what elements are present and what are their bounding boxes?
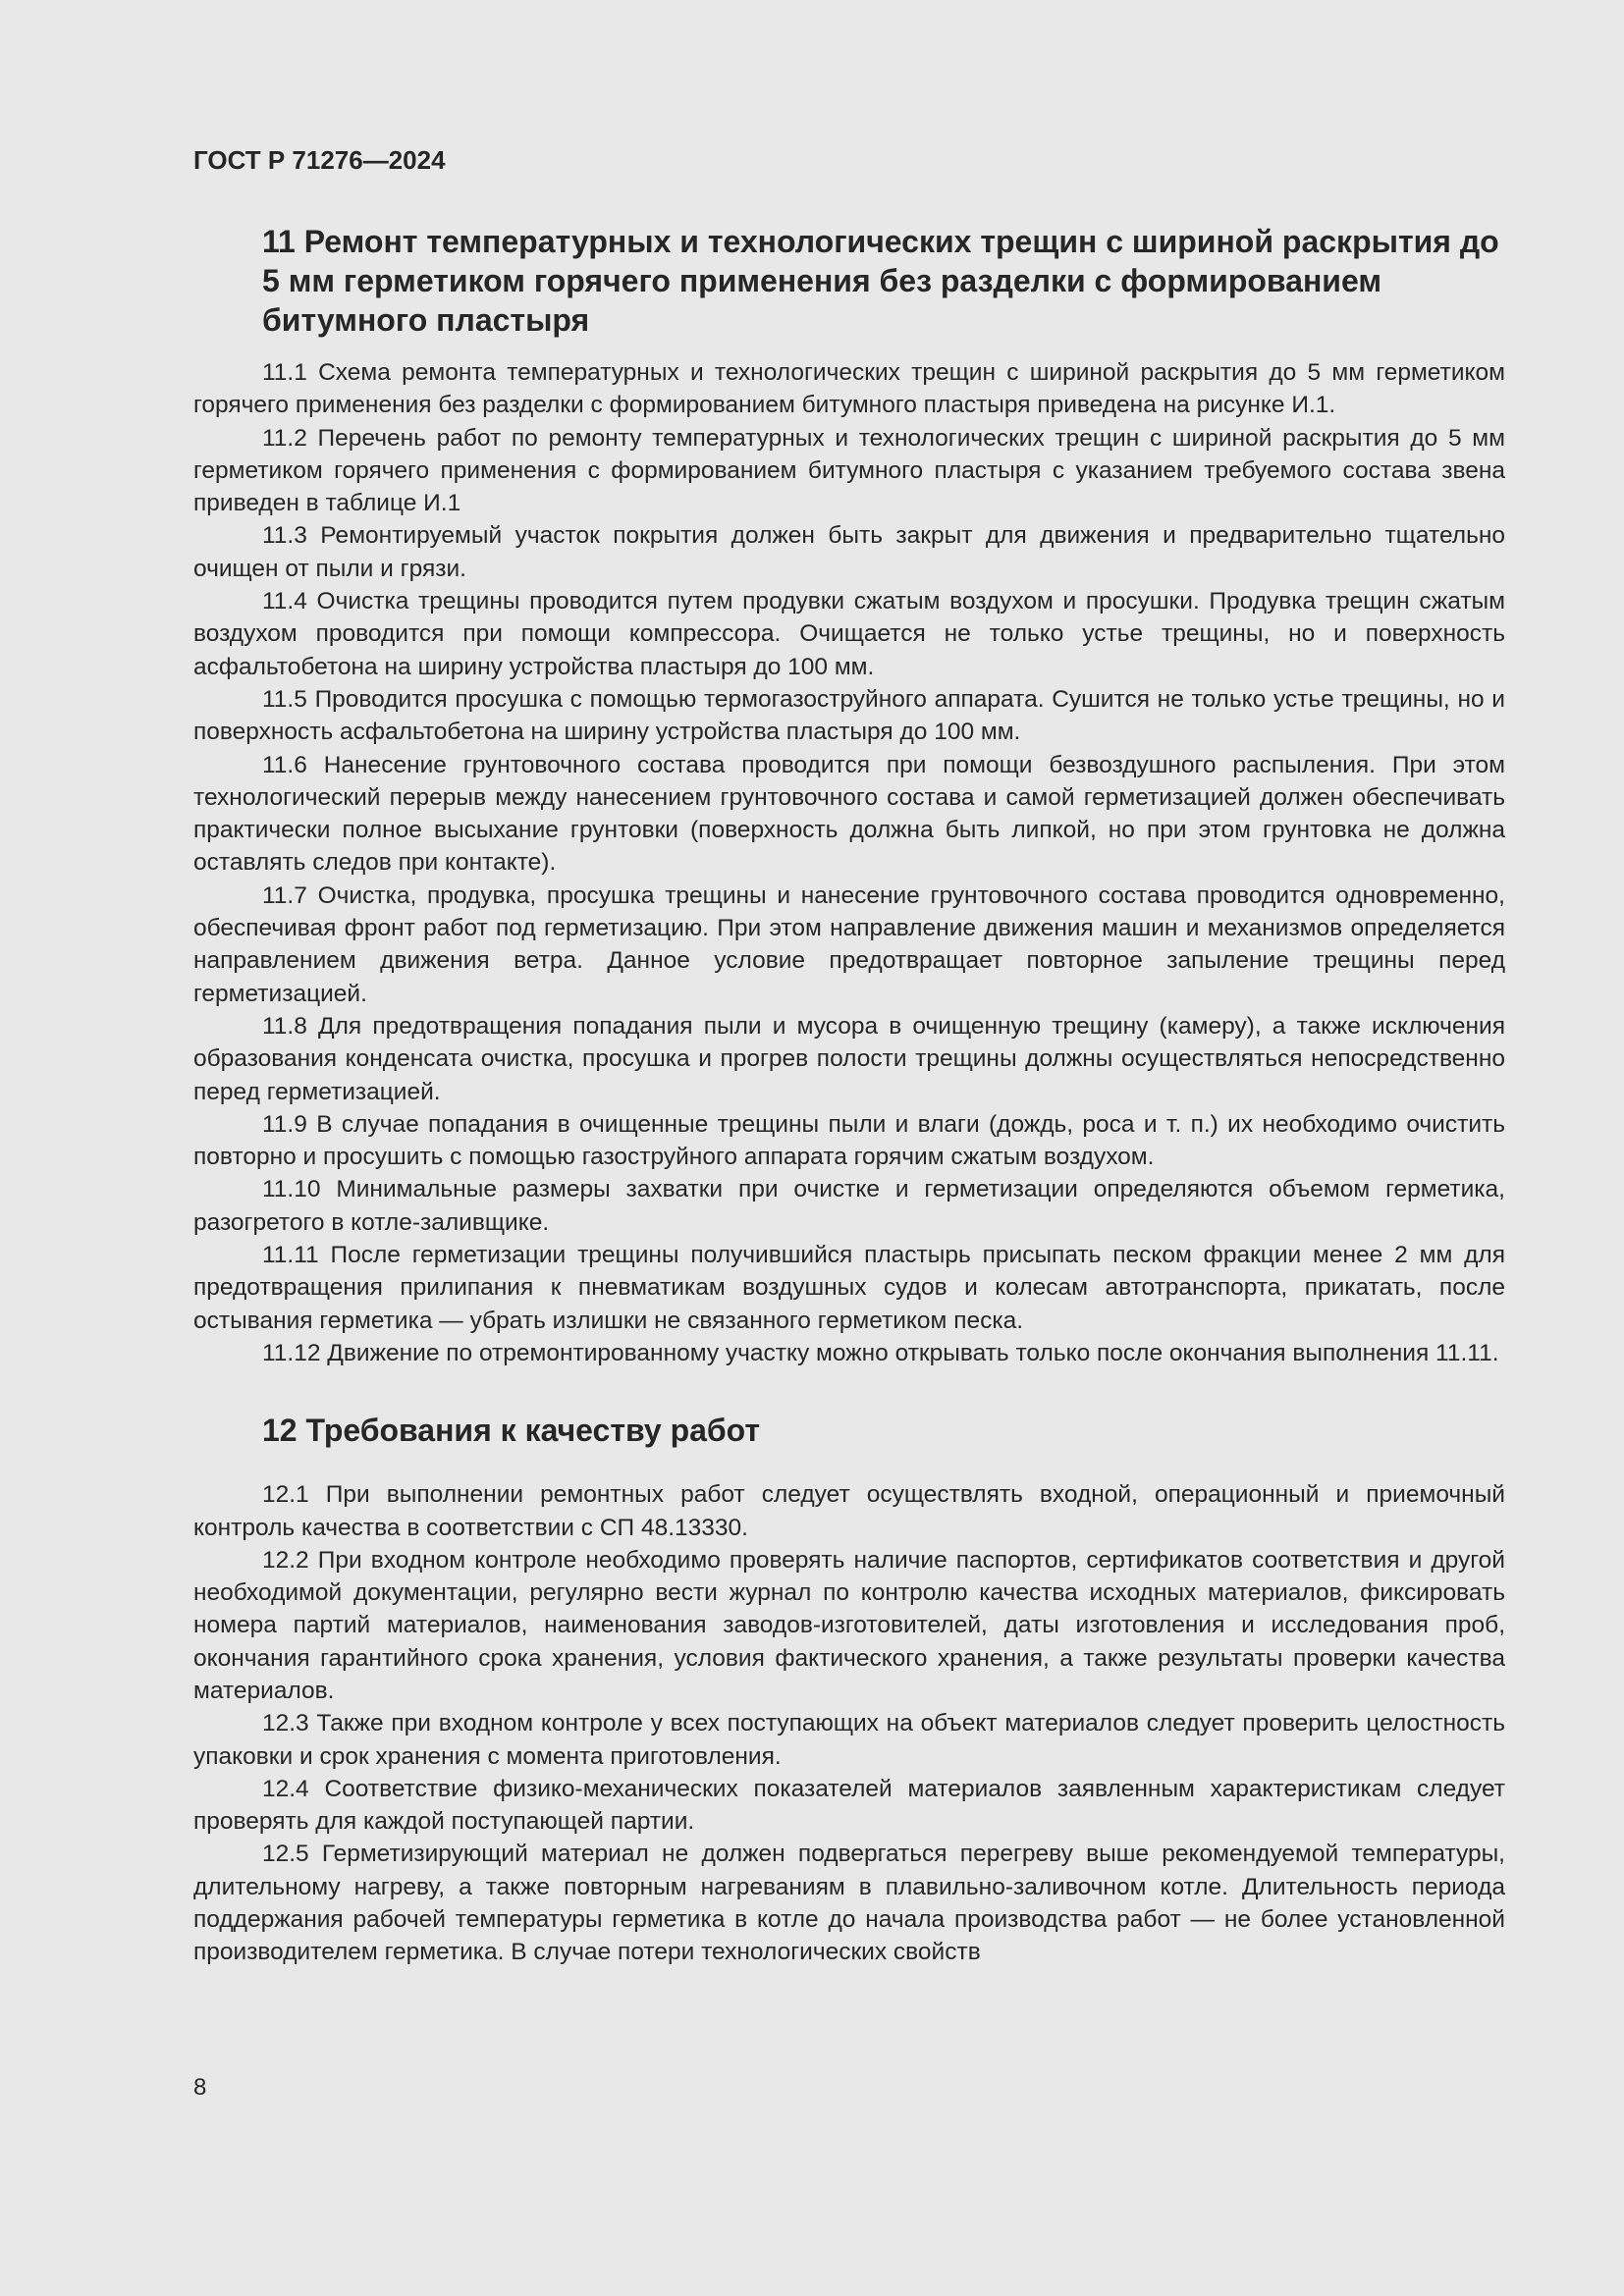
paragraph-12-1: 12.1 При выполнении ремонтных работ следует осуществлять входной, операционный и приемочный контроль качества в соответствии с СП 48.13330. bbox=[193, 1481, 1505, 1541]
paragraph-12-2: 12.2 При входном контроле необходимо проверять наличие паспортов, сертификатов соответствия и другой необходимой документации, регулярно вести журнал по контролю качества исходных материалов, фиксировать номера партий материалов, наименования заводов-изготовителей, даты изготовления и исследования проб, окончания гарантийного срока хранения, условия фактического хранения, а также результаты проверки качества материалов. bbox=[193, 1546, 1505, 1704]
section-12-heading: 12 Требования к качеству работ bbox=[262, 1413, 761, 1449]
paragraph-12-4: 12.4 Соответствие физико-механических показателей материалов заявленным характеристикам следует проверять для каждой поступающей партии. bbox=[193, 1775, 1505, 1836]
document-code: ГОСТ Р 71276—2024 bbox=[193, 145, 446, 175]
paragraph-11-11: 11.11 После герметизации трещины получившийся пластырь присыпать песком фракции менее 2 мм для предотвращения прилипания к пневматикам воздушных судов и колесам автотранспорта, прикатать, после остывания герметика — убрать излишки не связанного герметиком песка. bbox=[193, 1242, 1505, 1334]
paragraph-11-7: 11.7 Очистка, продувка, просушка трещины и нанесение грунтовочного состава проводится одновременно, обеспечивая фронт работ под герметизацию. При этом направление движения машин и механизмов определяется направлением движения ветра. Данное условие предотвращает повторное запыление трещины перед герметизацией. bbox=[193, 881, 1505, 1007]
paragraph-12-5: 12.5 Герметизирующий материал не должен подвергаться перегреву выше рекомендуемой температуры, длительному нагреву, а также повторным нагреваниям в плавильно-заливочном котле. Длительность периода поддержания рабочей температуры герметика в котле до начала производства работ — не более установленной производителем герметика. В случае потери технологических свойств bbox=[193, 1841, 1505, 1966]
paragraph-12-3: 12.3 Также при входном контроле у всех поступающих на объект материалов следует проверить целостность упаковки и срок хранения с момента приготовления. bbox=[193, 1710, 1505, 1770]
paragraph-11-6: 11.6 Нанесение грунтовочного состава проводится при помощи безвоздушного распыления. При этом технологический перерыв между нанесением грунтовочного состава и самой герметизацией должен обеспечивать практически полное высыхание грунтовки (поверхность должна быть липкой, но при этом грунтовка не должна оставлять следов при контакте). bbox=[193, 751, 1505, 877]
paragraph-11-10: 11.10 Минимальные размеры захватки при очистке и герметизации определяются объемом герметика, разогретого в котле-заливщике. bbox=[193, 1176, 1505, 1236]
paragraph-11-1: 11.1 Схема ремонта температурных и технологических трещин с шириной раскрытия до 5 мм герметиком горячего применения без разделки с формированием битумного пластыря приведена на рисунке И.1. bbox=[193, 359, 1505, 419]
paragraph-11-2: 11.2 Перечень работ по ремонту температурных и технологических трещин с шириной раскрытия до 5 мм герметиком горячего применения с формированием битумного пластыря с указанием требуемого состава звена приведен в таблице И.1 bbox=[193, 424, 1505, 517]
paragraph-11-8: 11.8 Для предотвращения попадания пыли и мусора в очищенную трещину (камеру), а также исключения образования конденсата очистка, просушка и прогрев полости трещины должны осуществляться непосредственно перед герметизацией. bbox=[193, 1012, 1505, 1105]
paragraph-11-3: 11.3 Ремонтируемый участок покрытия должен быть закрыт для движения и предварительно тщательно очищен от пыли и грязи. bbox=[193, 522, 1505, 582]
section-11-heading: 11 Ремонт температурных и технологических трещин с шириной раскрытия до 5 мм герметиком горячего применения без разделки с формированием битумного пластыря bbox=[262, 224, 1499, 338]
paragraph-11-12: 11.12 Движение по отремонтированному участку можно открывать только после окончания выполнения 11.11. bbox=[262, 1339, 1499, 1366]
page-content bbox=[193, 222, 1505, 1969]
paragraph-11-9: 11.9 В случае попадания в очищенные трещины пыли и влаги (дождь, роса и т. п.) их необходимо очистить повторно и просушить с помощью газоструйного аппарата горячим сжатым воздухом. bbox=[193, 1110, 1505, 1171]
paragraph-11-5: 11.5 Проводится просушка с помощью термогазоструйного аппарата. Сушится не только устье трещины, но и поверхность асфальтобетона на ширину устройства пластыря до 100 мм. bbox=[193, 685, 1505, 746]
page-number: 8 bbox=[193, 2074, 207, 2101]
paragraph-11-4: 11.4 Очистка трещины проводится путем продувки сжатым воздухом и просушки. Продувка трещин сжатым воздухом проводится при помощи компрессора. Очищается не только устье трещины, но и поверхность асфальтобетона на ширину устройства пластыря до 100 мм. bbox=[193, 588, 1505, 680]
